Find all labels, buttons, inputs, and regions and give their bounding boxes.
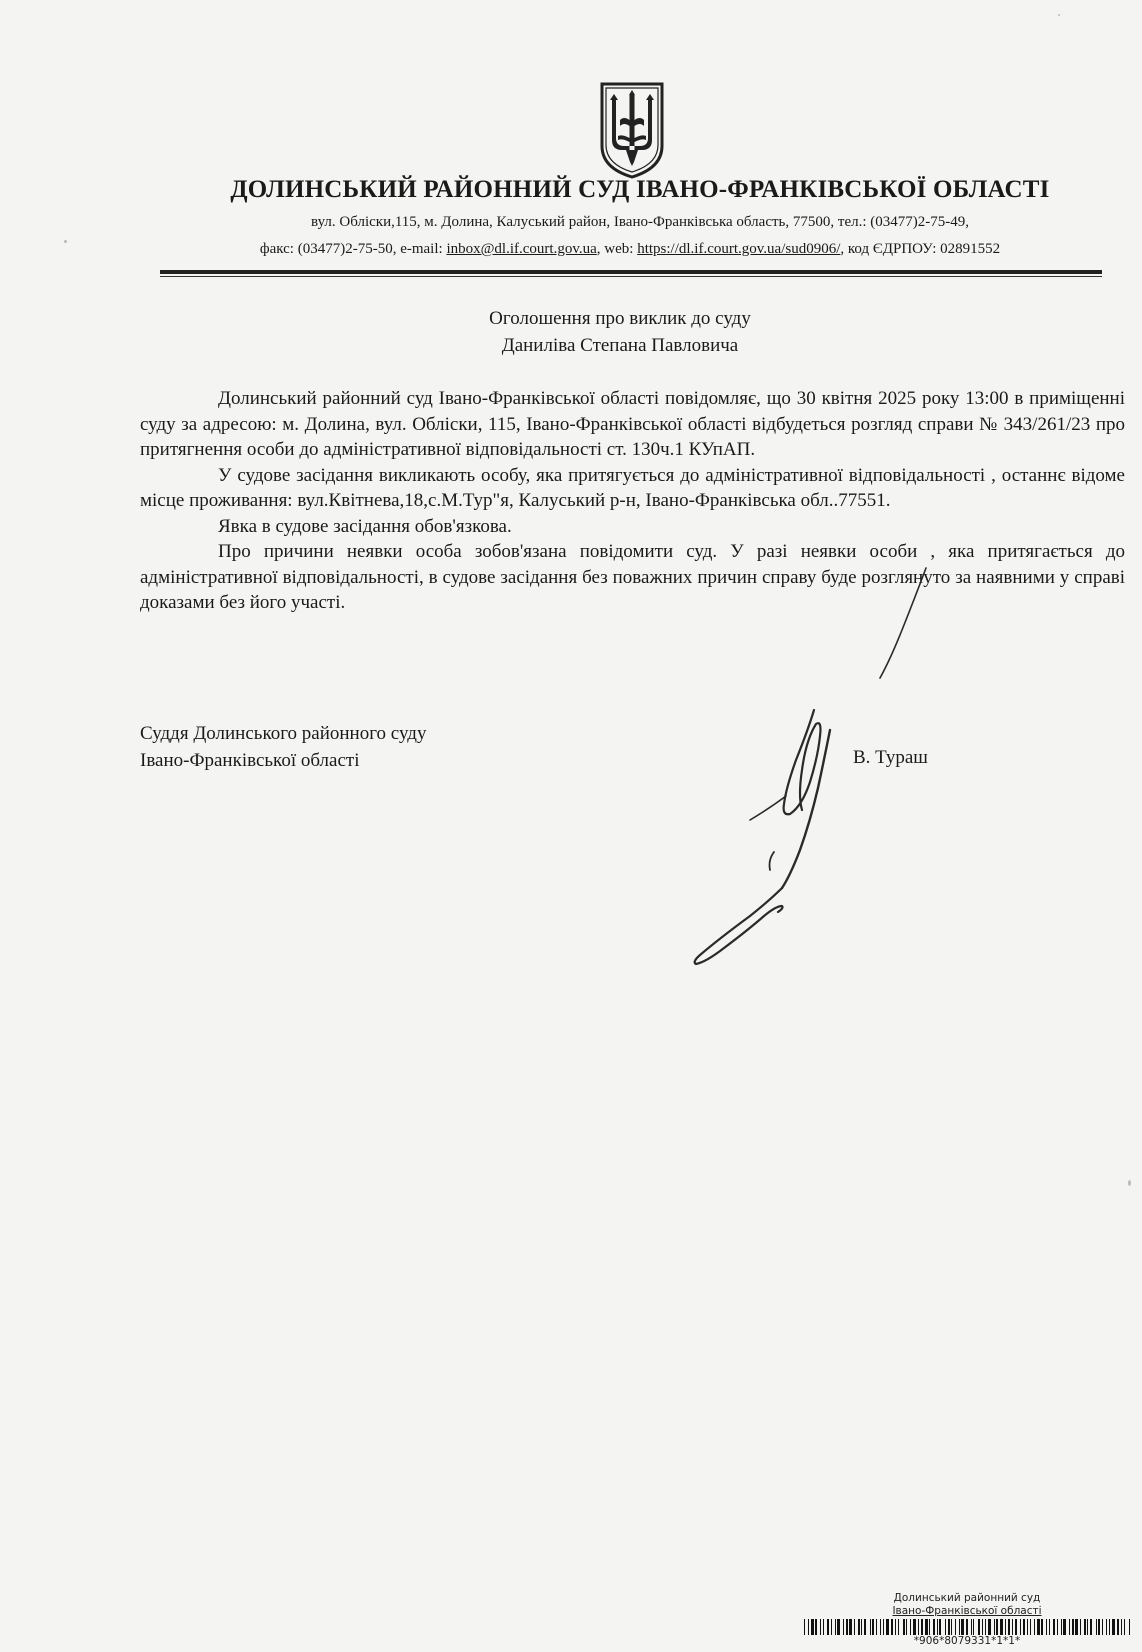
court-contacts bbox=[160, 241, 1100, 258]
judge-position bbox=[140, 720, 426, 774]
court-name: ДОЛИНСЬКИЙ РАЙОННИЙ СУД ІВАНО-ФРАНКІВСЬКОЇ ОБЛАСТІ bbox=[230, 176, 1050, 203]
web-label: , web: bbox=[596, 241, 638, 257]
scan-speck bbox=[1058, 14, 1060, 16]
header-divider-thick bbox=[160, 270, 1102, 274]
notice-heading bbox=[140, 305, 1100, 359]
notice-title: Оголошення про виклик до суду bbox=[489, 308, 751, 329]
court-address: вул. Обліски,115, м. Долина, Калуський район, Івано-Франківська область, 77500, тел.: (03477)2-75-49, bbox=[311, 214, 969, 230]
scan-speck bbox=[1128, 1180, 1131, 1186]
edrpou-code: , код ЄДРПОУ: 02891552 bbox=[840, 241, 1001, 257]
notice-body bbox=[140, 386, 1125, 616]
header-divider-thin bbox=[160, 276, 1102, 277]
judge-name: В. Тураш bbox=[853, 747, 928, 768]
notice-person: Даниліва Степана Павловича bbox=[501, 335, 739, 356]
fax-label: факс: (03477)2-75-50, e-mail: bbox=[259, 241, 447, 257]
stamp-region: Івано-Франківської області bbox=[892, 1605, 1042, 1617]
handwritten-signature bbox=[690, 560, 940, 980]
trident-coat-of-arms-icon bbox=[598, 80, 666, 180]
registration-stamp bbox=[804, 1592, 1130, 1647]
stamp-court-name: Долинський районний суд bbox=[893, 1592, 1041, 1604]
judge-position-line1: Суддя Долинського районного суду bbox=[140, 723, 427, 744]
email-link[interactable]: inbox@dl.if.court.gov.ua bbox=[446, 241, 597, 257]
scan-speck bbox=[64, 240, 67, 243]
paragraph-hearing: Долинський районний суд Івано-Франківської області повідомляє, що 30 квітня 2025 року 13:00 в приміщенні суду за адресою: м. Долина, вул. Обліски, 115, Івано-Франківської області відбудеться розгляд справи № 343/261/23 про притягнення особи до адміністративної відповідальності ст. 130ч.1 КУпАП. bbox=[140, 388, 1125, 460]
barcode-number: *906*8079331*1*1* bbox=[913, 1635, 1021, 1647]
paragraph-absence: Про причини неявки особа зобов'язана повідомити суд. У разі неявки особи , яка притягається до адміністративної відповідальності, в судове засідання без поважних причин справу буде розглянуто за наявними у справі доказами без його участі. bbox=[140, 541, 1125, 613]
barcode-icon bbox=[804, 1619, 1130, 1635]
paragraph-attendance: Явка в судове засідання обов'язкова. bbox=[218, 515, 512, 537]
web-link[interactable]: https://dl.if.court.gov.ua/sud0906/ bbox=[637, 241, 841, 257]
paragraph-summons: У судове засідання викликають особу, яка притягується до адміністративної відповідальності , останнє відоме місце проживання: вул.Квітнева,18,с.М.Тур"я, Калуський р-н, Івано-Франківська обл..77551. bbox=[140, 464, 1125, 511]
judge-position-line2: Івано-Франківської області bbox=[140, 750, 360, 771]
